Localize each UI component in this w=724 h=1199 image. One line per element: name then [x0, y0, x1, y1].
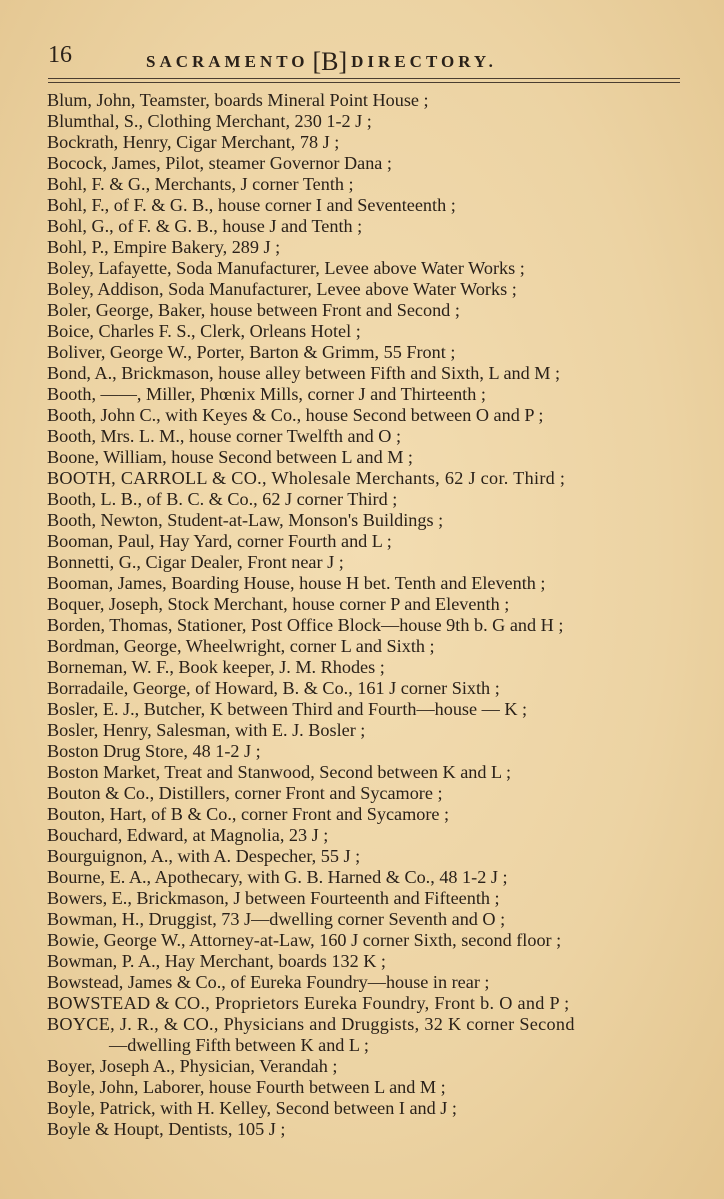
- directory-entry: Bohl, F., of F. & G. B., house corner I and Seventeenth ;: [47, 195, 456, 215]
- directory-entry: Booth, ——, Miller, Phœnix Mills, corner J and Thirteenth ;: [47, 384, 486, 404]
- directory-entry: Booth, L. B., of B. C. & Co., 62 J corner Third ;: [47, 489, 398, 509]
- header-rule: [48, 78, 680, 83]
- directory-entry: Bohl, F. & G., Merchants, J corner Tenth ;: [47, 174, 354, 194]
- directory-entry: Boler, George, Baker, house between Front and Second ;: [47, 300, 460, 320]
- directory-entry: Blumthal, S., Clothing Merchant, 230 1-2 J ;: [47, 111, 372, 131]
- running-title-letter: [B]: [312, 47, 348, 76]
- directory-entry: Boyle, Patrick, with H. Kelley, Second between I and J ;: [47, 1098, 457, 1118]
- directory-entry: BOOTH, CARROLL & CO., Wholesale Merchants, 62 J cor. Third ;: [47, 468, 566, 488]
- directory-entry: Blum, John, Teamster, boards Mineral Point House ;: [47, 90, 429, 110]
- directory-entry: Boice, Charles F. S., Clerk, Orleans Hotel ;: [47, 321, 361, 341]
- directory-entry: Bouchard, Edward, at Magnolia, 23 J ;: [47, 825, 329, 845]
- directory-entry: BOYCE, J. R., & CO., Physicians and Druggists, 32 K corner Second: [47, 1014, 575, 1034]
- directory-entry: Bond, A., Brickmason, house alley between Fifth and Sixth, L and M ;: [47, 363, 561, 383]
- directory-entry: BOWSTEAD & CO., Proprietors Eureka Foundry, Front b. O and P ;: [47, 993, 570, 1013]
- directory-entry: Boyle, John, Laborer, house Fourth between L and M ;: [47, 1077, 446, 1097]
- directory-entry: Boley, Addison, Soda Manufacturer, Levee above Water Works ;: [47, 279, 517, 299]
- directory-entry: Boley, Lafayette, Soda Manufacturer, Levee above Water Works ;: [47, 258, 525, 278]
- running-title: [146, 44, 497, 74]
- directory-entry: Bonnetti, G., Cigar Dealer, Front near J ;: [47, 552, 344, 572]
- directory-entry: Bourguignon, A., with A. Despecher, 55 J ;: [47, 846, 361, 866]
- directory-entries: [47, 90, 673, 1140]
- directory-entry: Bowers, E., Brickmason, J between Fourteenth and Fifteenth ;: [47, 888, 500, 908]
- directory-entry: Bowie, George W., Attorney-at-Law, 160 J corner Sixth, second floor ;: [47, 930, 562, 950]
- directory-entry: Boliver, George W., Porter, Barton & Grimm, 55 Front ;: [47, 342, 456, 362]
- directory-entry: Bosler, E. J., Butcher, K between Third and Fourth—house — K ;: [47, 699, 528, 719]
- directory-entry: Bocock, James, Pilot, steamer Governor Dana ;: [47, 153, 392, 173]
- directory-entry: Boyle & Houpt, Dentists, 105 J ;: [47, 1119, 286, 1139]
- directory-entry: Booman, James, Boarding House, house H bet. Tenth and Eleventh ;: [47, 573, 546, 593]
- directory-entry: Borneman, W. F., Book keeper, J. M. Rhodes ;: [47, 657, 385, 677]
- directory-entry: Bowstead, James & Co., of Eureka Foundry—house in rear ;: [47, 972, 490, 992]
- directory-entry: Borden, Thomas, Stationer, Post Office Block—house 9th b. G and H ;: [47, 615, 564, 635]
- directory-entry: Boyer, Joseph A., Physician, Verandah ;: [47, 1056, 338, 1076]
- page-header: [48, 40, 680, 74]
- page-number: 16: [48, 42, 72, 68]
- directory-entry: Bohl, P., Empire Bakery, 289 J ;: [47, 237, 281, 257]
- directory-entry: Bouton & Co., Distillers, corner Front and Sycamore ;: [47, 783, 443, 803]
- running-title-right: DIRECTORY.: [351, 52, 497, 71]
- directory-entry: Boston Drug Store, 48 1-2 J ;: [47, 741, 261, 761]
- directory-entry: Booth, Mrs. L. M., house corner Twelfth and O ;: [47, 426, 402, 446]
- directory-entry: Bohl, G., of F. & G. B., house J and Tenth ;: [47, 216, 363, 236]
- directory-entry: Boquer, Joseph, Stock Merchant, house corner P and Eleventh ;: [47, 594, 510, 614]
- directory-entry: Bowman, H., Druggist, 73 J—dwelling corner Seventh and O ;: [47, 909, 506, 929]
- directory-entry: Booth, Newton, Student-at-Law, Monson's Buildings ;: [47, 510, 444, 530]
- running-title-left: SACRAMENTO: [146, 52, 309, 71]
- directory-entry: Bouton, Hart, of B & Co., corner Front and Sycamore ;: [47, 804, 450, 824]
- directory-entry: Booth, John C., with Keyes & Co., house Second between O and P ;: [47, 405, 544, 425]
- directory-entry: Bosler, Henry, Salesman, with E. J. Bosler ;: [47, 720, 366, 740]
- directory-entry-continuation: —dwelling Fifth between K and L ;: [109, 1035, 369, 1055]
- directory-entry: Boone, William, house Second between L and M ;: [47, 447, 413, 467]
- directory-entry: Bourne, E. A., Apothecary, with G. B. Harned & Co., 48 1-2 J ;: [47, 867, 508, 887]
- directory-entry: Bockrath, Henry, Cigar Merchant, 78 J ;: [47, 132, 340, 152]
- directory-entry: Bordman, George, Wheelwright, corner L and Sixth ;: [47, 636, 435, 656]
- directory-entry: Borradaile, George, of Howard, B. & Co., 161 J corner Sixth ;: [47, 678, 500, 698]
- directory-entry: Bowman, P. A., Hay Merchant, boards 132 K ;: [47, 951, 386, 971]
- directory-entry: Boston Market, Treat and Stanwood, Second between K and L ;: [47, 762, 512, 782]
- directory-entry: Booman, Paul, Hay Yard, corner Fourth and L ;: [47, 531, 392, 551]
